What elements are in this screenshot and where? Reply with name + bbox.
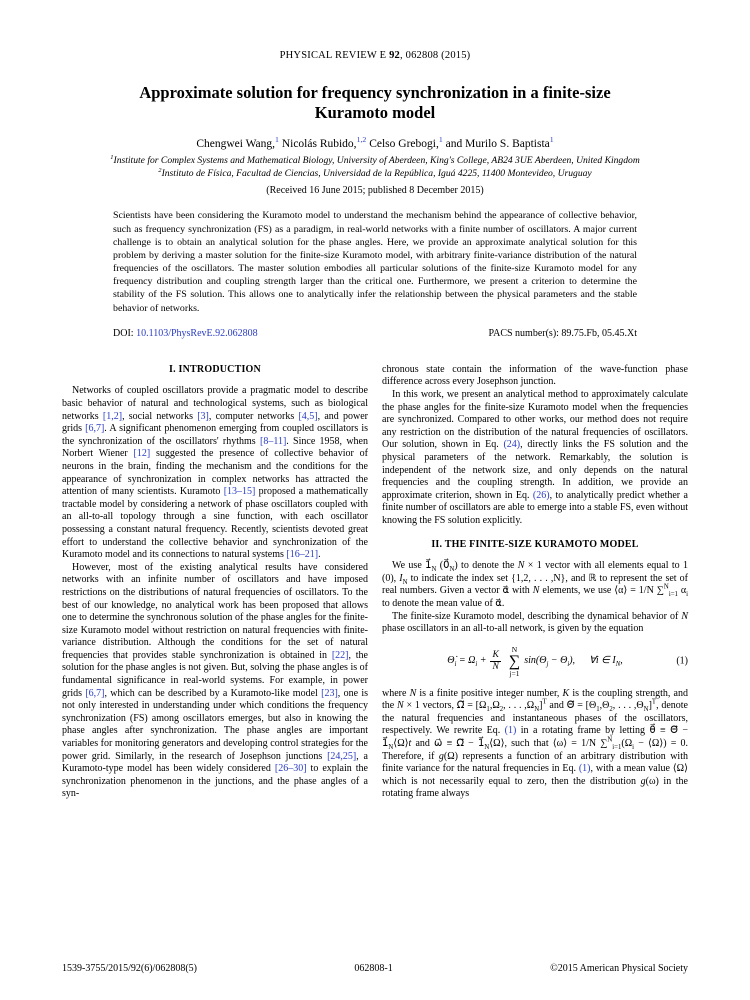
doi-link[interactable]: 10.1103/PhysRevE.92.062808 [136,327,258,339]
equation-1-rhs: $\sin(\Theta_j - \Theta_i)$, [524,655,576,669]
journal-header [62,50,688,61]
affiliation-1-mark: 1 [110,153,114,161]
equation-1-body [447,646,623,677]
author-2-name: Nicolás Rubido, [278,137,357,150]
author-1-name: Chengwei Wang, [196,137,276,150]
fraction-denominator: N [492,662,499,673]
fraction-numerator: K [492,650,499,661]
intro-paragraph-2: However, most of the existing analytical results have considered networks with an infinite number of oscillators and have imposed restrictions on the distributions of natural frequencies of oscillators. To the best of our knowledge, no analytical work has been proposed that allows one to determine the synchronous solution of the phase angles for the finite-size Kuramoto model without restriction on natural frequencies with finite-variance distribution. Although the conditions for the set of natural frequencies that provides stable synchronization is obtained in [22], the solution for the phase angles is not given. But, solving the phase angles is of fundamental significance in real-world systems. For example, in power grids [6,7], which can be described by a Kuramoto-like model [23], one is not only interested in understanding under which conditions the frequency synchronization (FS) among oscillators emerges, but also in knowing the phase angles after synchronization. The phase angles are important variables for monitoring generators and developing control strategies for the power grid. Similarly, in the research of Josephson junctions [24,25], a Kuramoto-type model has been widely considered [26–30] to explain the synchronization phenomenon in the junctions, and the phase angles of a syn- [62,561,369,800]
paper-title: Approximate solution for frequency synchronization in a finite-size Kuramoto model [139,83,611,122]
model-paragraph-2: The finite-size Kuramoto model, describing the dynamical behavior of N phase oscillators in an all-to-all network, is given by the equation [382,610,688,635]
author-4 [442,134,554,150]
journal-name: PHYSICAL REVIEW E [279,50,390,61]
author-3-affiliation-mark: 1 [438,134,443,144]
intro-paragraph-2-continued: chronous state contain the information of the wave-function phase difference across every Josephson junction. [382,363,688,388]
authors-line [62,134,688,150]
author-4-name: and Murilo S. Baptista [442,137,550,150]
author-2-affiliation-mark: 1,2 [356,134,367,144]
pacs-numbers: PACS number(s): 89.75.Fb, 05.45.Xt [488,327,637,339]
affiliation-1 [62,154,688,167]
author-1 [196,134,279,150]
abstract: Scientists have been considering the Kuramoto model to understand the mechanism behind the appearance of collective behavior, such as frequency synchronization (FS) as a paradigm, in real-world networks with a finite number of oscillators. A major current challenge is to obtain an analytical solution for the phase angles. Here, we provide an approximate analytical solution for this problem by deriving a master solution for the finite-size Kuramoto model, with arbitrary finite-variance distribution of the natural frequencies of the oscillators. The master solution embodies all particular solutions of the finite-size Kuramoto model for any frequency distribution and coupling strength larger than the critical one. Furthermore, we present a criterion to determine the stability of the FS solution. This allows one to analytically infer the relationship between the physical parameters and the stable behavior of networks. [113,210,637,314]
affiliation-1-text: Institute for Complex Systems and Mathematical Biology, University of Aberdeen, King's College, AB24 3UE Aberdeen, United Kingdom [113,154,640,166]
author-4-affiliation-mark: 1 [549,134,554,144]
doi-label: DOI: [113,327,137,339]
section-heading-introduction: I. INTRODUCTION [169,363,261,375]
doi-row [113,328,637,339]
equation-1 [382,645,688,679]
equation-1-lhs: $\Thetȧ_i = \Omega_i$ + [447,655,487,669]
affiliations [62,154,688,181]
footer-issn: 1539-3755/2015/92(6)/062808(5) [62,963,197,974]
left-column [62,364,368,801]
doi-line [113,328,258,339]
affiliation-2 [62,167,688,180]
journal-issue: , 062808 (2015) [400,50,471,61]
received-line: (Received 16 June 2015; published 8 December 2015) [266,185,484,197]
affiliation-2-mark: 2 [158,166,162,174]
intro-paragraph-1: Networks of coupled oscillators provide a pragmatic model to describe basic behavior of natural and technological systems, such as biological networks [1,2], social networks [3], computer networks [4,5], and power grids [6,7]. A significant phenomenon emerging from coupled oscillators is the synchronization of the oscillators' rhythms [8–11]. Since 1958, when Norbert Wiener [12] suggested the presence of collective behavior of neurons in the brain, finding the mechanism and the conditions for the appearance of synchronization in complex networks has attracted the attention of many scientists. Kuramoto [13–15] proposed a mathematically tractable model by considering a network of phase oscillators coupled with an all-to-all topology through a sine function, with each oscillator possessing a constant natural frequency. Recently, scientists devoted great effort to understand the collective behavior and synchronization of the Kuramoto model and its connections to natural systems [16–21]. [62,385,369,561]
affiliation-2-text: Instituto de Física, Facultad de Ciencias, Universidad de la República, Iguá 4225, 11400 Montevideo, Uruguay [161,168,592,180]
summation-lower-limit: j=1 [509,668,520,678]
model-paragraph-1: We use $1⃗_N$ $(0⃗_N)$ to denote the N × 1 vector with all elements equal to 1 (0), $I_N$ to indicate the index set {1,2, . . . ,N}, and ℝ to represent the set of real numbers. Given a vector α⃗ with N elements, we use ⟨α⟩ = 1/N ∑$^N_{i=1}$ $\alpha_i$ to denote the mean value of α⃗. [382,560,689,609]
footer-copyright: ©2015 American Physical Society [550,963,688,974]
author-3-name: Celso Grebogi, [366,137,439,150]
footer-page-number: 062808-1 [354,963,393,974]
summation-upper-limit: N [511,645,518,655]
sigma-icon: ∑ [508,652,521,670]
model-paragraph-3: where N is a finite positive integer number, K is the coupling strength, and the N × 1 vectors, Ω⃗ = [$\Omega_1,\Omega_2$, . . . $,\Omega_N]^T$ and Θ⃗ = [$\Theta_1,\Theta_2$, . . . $,\Theta_N]^T$, denote the natural frequencies and instantaneous phases of the oscillators, respectively. We rewrite Eq. (1) in a rotating frame by letting θ⃗ ≡ Θ⃗ − $1⃗_N⟨\Omega⟩t$ and ω⃗ ≡ Ω⃗ − $1⃗_N⟨\Omega⟩$, such that ⟨ω⟩ = 1/N $\sum^N_{i=1}(\Omega_i$ − ⟨Ω⟩) = 0. Therefore, if g(Ω) represents a function of an arbitrary distribution with finite variance for the natural frequencies in Eq. (1), with a mean value ⟨Ω⟩ which is not necessarily equal to zero, then the distribution g(ω) in the rotating frame always [382,687,689,800]
equation-1-number: (1) [676,655,688,667]
right-column [382,364,688,801]
page-footer [62,963,688,974]
journal-volume: 92 [389,50,400,61]
author-3 [366,134,443,150]
author-1-affiliation-mark: 1 [275,134,279,144]
summation-symbol [509,646,520,677]
section-heading-model: II. THE FINITE-SIZE KURAMOTO MODEL [431,538,639,550]
intro-paragraph-3: In this work, we present an analytical method to approximately calculate the phase angles for the finite-size Kuramoto model when the frequencies are synchronized. Compared to other works, our method does not require any restriction on the distribution of the natural frequencies of oscillators. Our solution, shown in Eq. (24), directly links the FS solution and the physical parameters of the network. Remarkably, the solution is independent of the network size, and only depends on the natural frequencies and the coupling strength. In addition, we provide an approximate criterion, shown in Eq. (26), to analytically predict whether a finite number of oscillators are able to emerge into a stable FS, even without knowing the FS solution explicitly. [382,389,689,526]
fraction-k-over-n [490,650,500,673]
two-column-body [62,364,688,801]
equation-1-condition: ∀i ∈ $I_N$, [589,655,623,669]
author-2 [278,134,367,150]
